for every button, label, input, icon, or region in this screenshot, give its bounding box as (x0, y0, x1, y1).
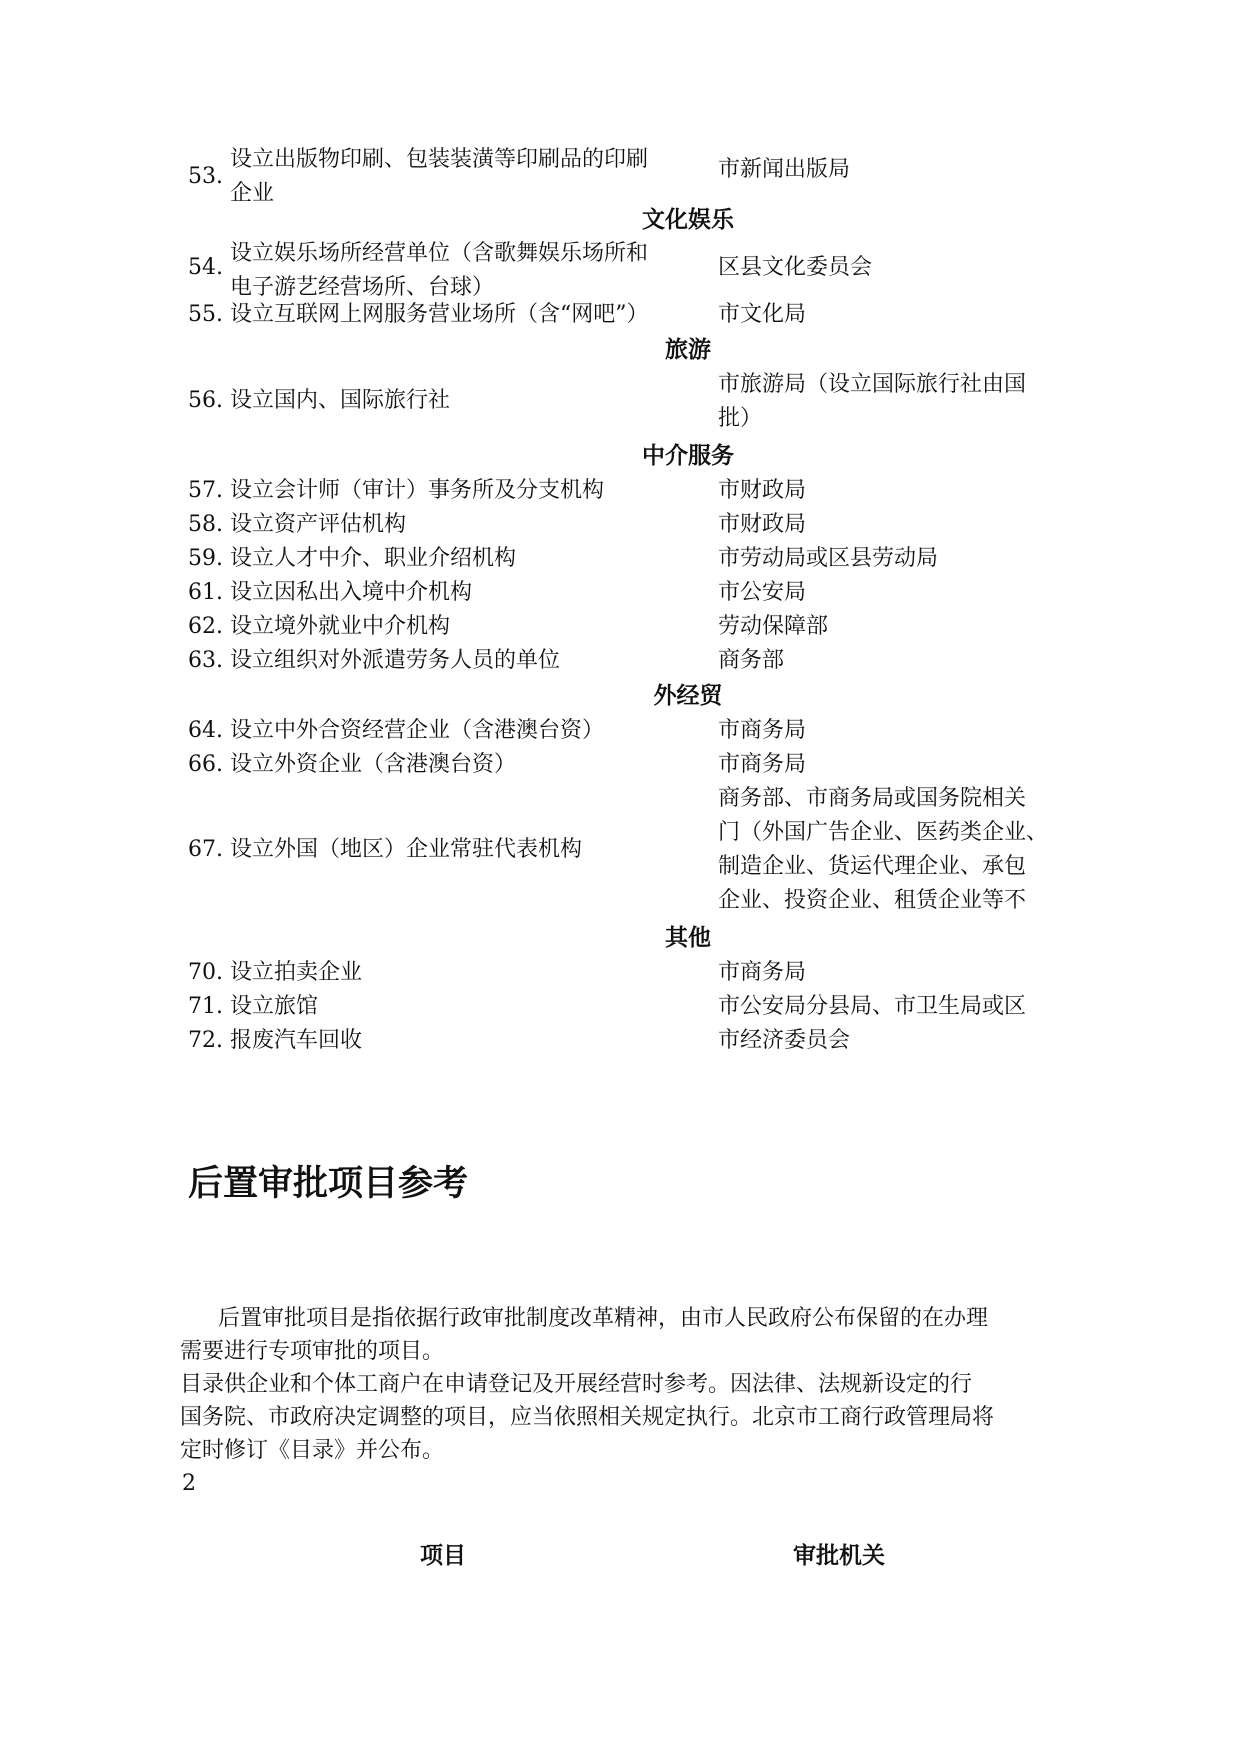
row-authority: 市公安局 (718, 580, 807, 605)
row-number: 57. (188, 478, 223, 503)
row-number: 64. (188, 718, 223, 743)
row-item: 设立会计师（审计）事务所及分支机构 (230, 478, 605, 503)
row-authority: 区县文化委员会 (718, 255, 873, 280)
row-authority: 市旅游局（设立国际旅行社由国 批） (718, 372, 1027, 431)
table-row (188, 508, 1068, 542)
row-number: 66. (188, 752, 223, 777)
table-row (188, 143, 1068, 211)
row-number: 61. (188, 580, 223, 605)
row-authority: 市文化局 (718, 302, 807, 327)
row-authority: 市商务局 (718, 752, 807, 777)
row-number: 59. (188, 546, 223, 571)
row-item: 设立外国（地区）企业常驻代表机构 (230, 837, 583, 862)
paragraph-line: 定时修订《目录》并公布。 (180, 1438, 445, 1463)
row-item: 报废汽车回收 (230, 1028, 363, 1053)
row-item: 设立组织对外派遣劳务人员的单位 (230, 648, 561, 673)
row-item: 设立因私出入境中介机构 (230, 580, 473, 605)
paragraph-line: 后置审批项目是指依据行政审批制度改革精神，由市人民政府公布保留的在办理 (218, 1306, 989, 1331)
row-item: 设立人才中介、职业介绍机构 (230, 546, 517, 571)
row-number: 70. (188, 960, 223, 985)
table-row (188, 644, 1068, 678)
table-row (188, 610, 1068, 644)
row-item: 设立出版物印刷、包装装潢等印刷品的印刷 企业 (230, 147, 649, 206)
row-item: 设立中外合资经营企业（含港澳台资） (230, 718, 605, 743)
row-authority: 商务部、市商务局或国务院相关 门（外国广告企业、医药类企业、 制造企业、货运代理企业、承包 企业、投资企业、租赁企业等不 (718, 786, 1049, 913)
row-authority: 市公安局分县局、市卫生局或区 (718, 994, 1027, 1019)
row-item: 设立娱乐场所经营单位（含歌舞娱乐场所和 电子游艺经营场所、台球） (230, 241, 649, 300)
row-authority: 劳动保障部 (718, 614, 829, 639)
table-row (188, 237, 1068, 305)
row-number: 67. (188, 837, 223, 862)
table-row (188, 298, 1068, 332)
row-authority: 市经济委员会 (718, 1028, 851, 1053)
paragraph-line: 2 (182, 1471, 196, 1496)
row-authority: 商务部 (718, 648, 785, 673)
row-item: 设立资产评估机构 (230, 512, 407, 537)
row-item: 设立国内、国际旅行社 (230, 388, 451, 413)
row-authority: 市财政局 (718, 512, 807, 537)
row-number: 71. (188, 994, 223, 1019)
table-row (188, 368, 1068, 436)
row-number: 55. (188, 302, 223, 327)
row-number: 54. (188, 255, 223, 280)
row-item: 设立外资企业（含港澳台资） (230, 752, 517, 777)
paragraph-line: 需要进行专项审批的项目。 (180, 1339, 445, 1364)
row-authority: 市商务局 (718, 960, 807, 985)
paragraph-line: 目录供企业和个体工商户在申请登记及开展经营时参考。因法律、法规新设定的行 (180, 1372, 973, 1397)
category-heading: 外经贸 (653, 683, 723, 709)
table-row (188, 542, 1068, 576)
table-row (188, 956, 1068, 990)
table-row (188, 1024, 1068, 1058)
row-number: 63. (188, 648, 223, 673)
row-authority: 市劳动局或区县劳动局 (718, 546, 939, 571)
table-row (188, 990, 1068, 1024)
row-item: 设立互联网上网服务营业场所（含“网吧”） (230, 302, 649, 327)
paragraph-line: 国务院、市政府决定调整的项目，应当依照相关规定执行。北京市工商行政管理局将 (180, 1405, 995, 1430)
category-heading: 旅游 (665, 337, 711, 363)
category-heading: 其他 (665, 925, 711, 951)
category-heading: 中介服务 (642, 443, 734, 469)
row-authority: 市商务局 (718, 718, 807, 743)
category-heading: 文化娱乐 (642, 207, 734, 233)
row-number: 56. (188, 388, 223, 413)
table-row (188, 782, 1068, 918)
column-header-item: 项目 (420, 1543, 466, 1569)
row-number: 53. (188, 164, 223, 189)
table-row (188, 748, 1068, 782)
row-number: 62. (188, 614, 223, 639)
column-header-authority: 审批机关 (793, 1543, 885, 1569)
row-number: 58. (188, 512, 223, 537)
row-item: 设立旅馆 (230, 994, 319, 1019)
section-heading: 后置审批项目参考 (188, 1164, 469, 1204)
row-item: 设立拍卖企业 (230, 960, 363, 985)
row-item: 设立境外就业中介机构 (230, 614, 451, 639)
row-authority: 市新闻出版局 (718, 157, 851, 182)
row-authority: 市财政局 (718, 478, 807, 503)
row-number: 72. (188, 1028, 223, 1053)
table-row (188, 714, 1068, 748)
table-row (188, 576, 1068, 610)
table-row (188, 474, 1068, 508)
